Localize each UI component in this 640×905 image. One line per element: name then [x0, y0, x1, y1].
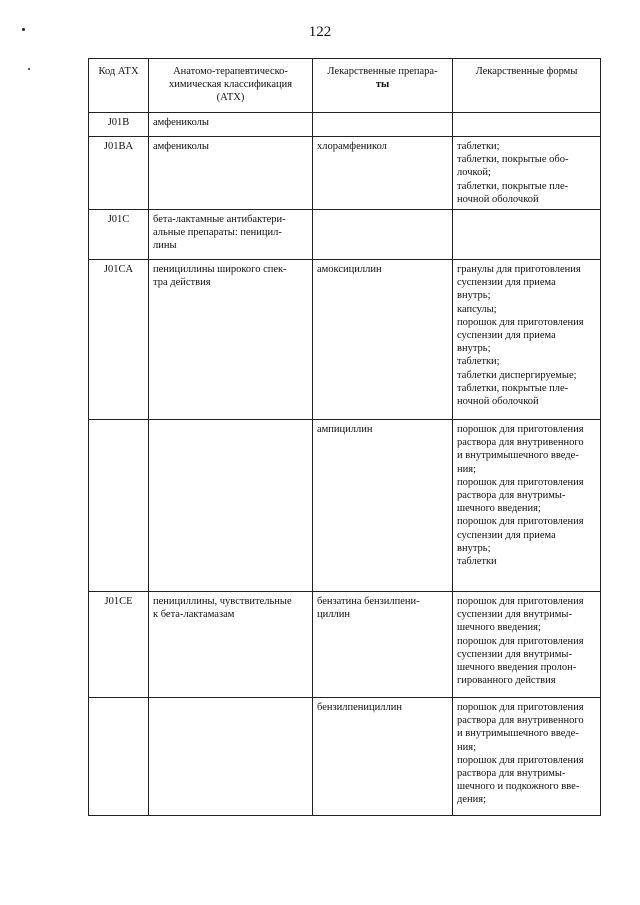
- cell-line: таблетки, покрытые обо-: [457, 154, 569, 166]
- dosage-forms-cell: [453, 260, 601, 420]
- classification-cell: [149, 698, 313, 816]
- dosage-forms-cell: [453, 420, 601, 592]
- cell-line: раствора для внутривенного: [457, 715, 584, 727]
- cell-line: альные препараты: пеницил-: [153, 227, 282, 239]
- drug-cell: [313, 210, 453, 260]
- header-forms: Лекарственные формы: [453, 59, 601, 113]
- cell-line: амфениколы: [153, 117, 209, 128]
- atx-code-cell: J01C: [89, 210, 149, 260]
- atx-code-cell: [89, 698, 149, 816]
- header-drugs: [313, 59, 453, 113]
- cell-line: бензатина бензилпени-: [317, 596, 420, 608]
- table-header-row: [89, 59, 601, 113]
- cell-line: порошок для приготовления: [457, 754, 584, 766]
- table-row: [89, 210, 601, 260]
- atx-code-cell: [89, 420, 149, 592]
- scan-speck: [22, 28, 25, 31]
- cell-line: лочкой;: [457, 167, 491, 179]
- cell-line: капсулы;: [457, 303, 497, 315]
- cell-line: пенициллины, чувствительные: [153, 596, 292, 608]
- cell-line: раствора для внутримы-: [457, 768, 566, 780]
- cell-line: суспензии для внутримы-: [457, 609, 572, 621]
- drug-cell: [313, 592, 453, 698]
- header-line: химическая классификация: [168, 79, 293, 91]
- cell-line: порошок для приготовления: [457, 596, 584, 608]
- classification-cell: [149, 260, 313, 420]
- cell-line: раствора для внутримы-: [457, 490, 566, 502]
- table-row: [89, 698, 601, 816]
- cell-line: раствора для внутривенного: [457, 437, 584, 449]
- header-line: Анатомо-терапевтическо-: [173, 66, 288, 77]
- cell-line: амоксициллин: [317, 264, 382, 276]
- classification-cell: [149, 113, 313, 137]
- cell-line: ампициллин: [317, 424, 373, 436]
- cell-line: внутрь;: [457, 542, 491, 554]
- cell-line: амфениколы: [153, 141, 209, 152]
- cell-line: суспензии для приема: [457, 330, 556, 342]
- drug-cell: [313, 260, 453, 420]
- page-number: 122: [308, 24, 332, 40]
- dosage-forms-cell: [453, 698, 601, 816]
- table-row: [89, 260, 601, 420]
- drug-cell: [313, 113, 453, 137]
- header-code: Код АТХ: [89, 59, 149, 113]
- cell-line: суспензии для приема: [457, 529, 556, 541]
- atx-code-cell: J01CE: [89, 592, 149, 698]
- cell-line: внутрь;: [457, 343, 491, 355]
- cell-line: таблетки: [457, 556, 497, 568]
- cell-line: ния;: [457, 463, 476, 475]
- table-row: [89, 137, 601, 210]
- table-row: [89, 113, 601, 137]
- cell-line: ночной оболочкой: [457, 396, 539, 408]
- cell-line: порошок для приготовления: [457, 516, 584, 528]
- cell-line: бета-лактамные антибактери-: [153, 214, 286, 226]
- cell-line: шечного и подкожного вве-: [457, 781, 580, 793]
- header-line: (АТХ): [216, 92, 245, 104]
- cell-line: тра действия: [153, 277, 211, 289]
- cell-line: порошок для приготовления: [457, 424, 584, 436]
- cell-line: шечного введения пролон-: [457, 662, 577, 674]
- cell-line: и внутримышечного введе-: [457, 728, 579, 740]
- header-line: Лекарственные препара-: [327, 66, 438, 77]
- table-row: [89, 592, 601, 698]
- classification-cell: [149, 137, 313, 210]
- cell-line: порошок для приготовления: [457, 635, 584, 647]
- dosage-forms-cell: [453, 113, 601, 137]
- dosage-forms-cell: [453, 210, 601, 260]
- cell-line: гированного действия: [457, 675, 556, 687]
- cell-line: к бета-лактамазам: [153, 609, 235, 621]
- cell-line: пенициллины широкого спек-: [153, 264, 287, 276]
- atx-table: [88, 58, 601, 816]
- cell-line: таблетки;: [457, 141, 500, 152]
- cell-line: и внутримышечного введе-: [457, 450, 579, 462]
- cell-line: внутрь;: [457, 290, 491, 302]
- cell-line: порошок для приготовления: [457, 702, 584, 714]
- cell-line: шечного введения;: [457, 503, 541, 515]
- cell-line: циллин: [317, 609, 350, 621]
- cell-line: гранулы для приготовления: [457, 264, 581, 276]
- cell-line: ния;: [457, 741, 476, 753]
- header-line: ты: [375, 79, 390, 91]
- cell-line: порошок для приготовления: [457, 316, 584, 328]
- cell-line: ночной оболочкой: [457, 193, 539, 205]
- cell-line: таблетки, покрытые пле-: [457, 180, 569, 192]
- atx-code-cell: J01CA: [89, 260, 149, 420]
- header-classification: [149, 59, 313, 113]
- classification-cell: [149, 210, 313, 260]
- cell-line: таблетки диспергируемые;: [457, 369, 577, 381]
- cell-line: таблетки;: [457, 356, 500, 368]
- drug-cell: [313, 420, 453, 592]
- drug-cell: [313, 698, 453, 816]
- table-row: [89, 420, 601, 592]
- cell-line: порошок для приготовления: [457, 476, 584, 488]
- classification-cell: [149, 420, 313, 592]
- classification-cell: [149, 592, 313, 698]
- dosage-forms-cell: [453, 137, 601, 210]
- atx-code-cell: J01B: [89, 113, 149, 137]
- scan-speck: [28, 68, 30, 70]
- cell-line: суспензии для приема: [457, 277, 556, 289]
- cell-line: суспензии для внутримы-: [457, 648, 572, 660]
- dosage-forms-cell: [453, 592, 601, 698]
- atx-code-cell: J01BA: [89, 137, 149, 210]
- cell-line: хлорамфеникол: [317, 141, 387, 152]
- cell-line: дения;: [457, 794, 486, 806]
- cell-line: шечного введения;: [457, 622, 541, 634]
- cell-line: лины: [153, 240, 177, 252]
- cell-line: бензилпенициллин: [317, 702, 402, 714]
- drug-cell: [313, 137, 453, 210]
- cell-line: таблетки, покрытые пле-: [457, 382, 569, 394]
